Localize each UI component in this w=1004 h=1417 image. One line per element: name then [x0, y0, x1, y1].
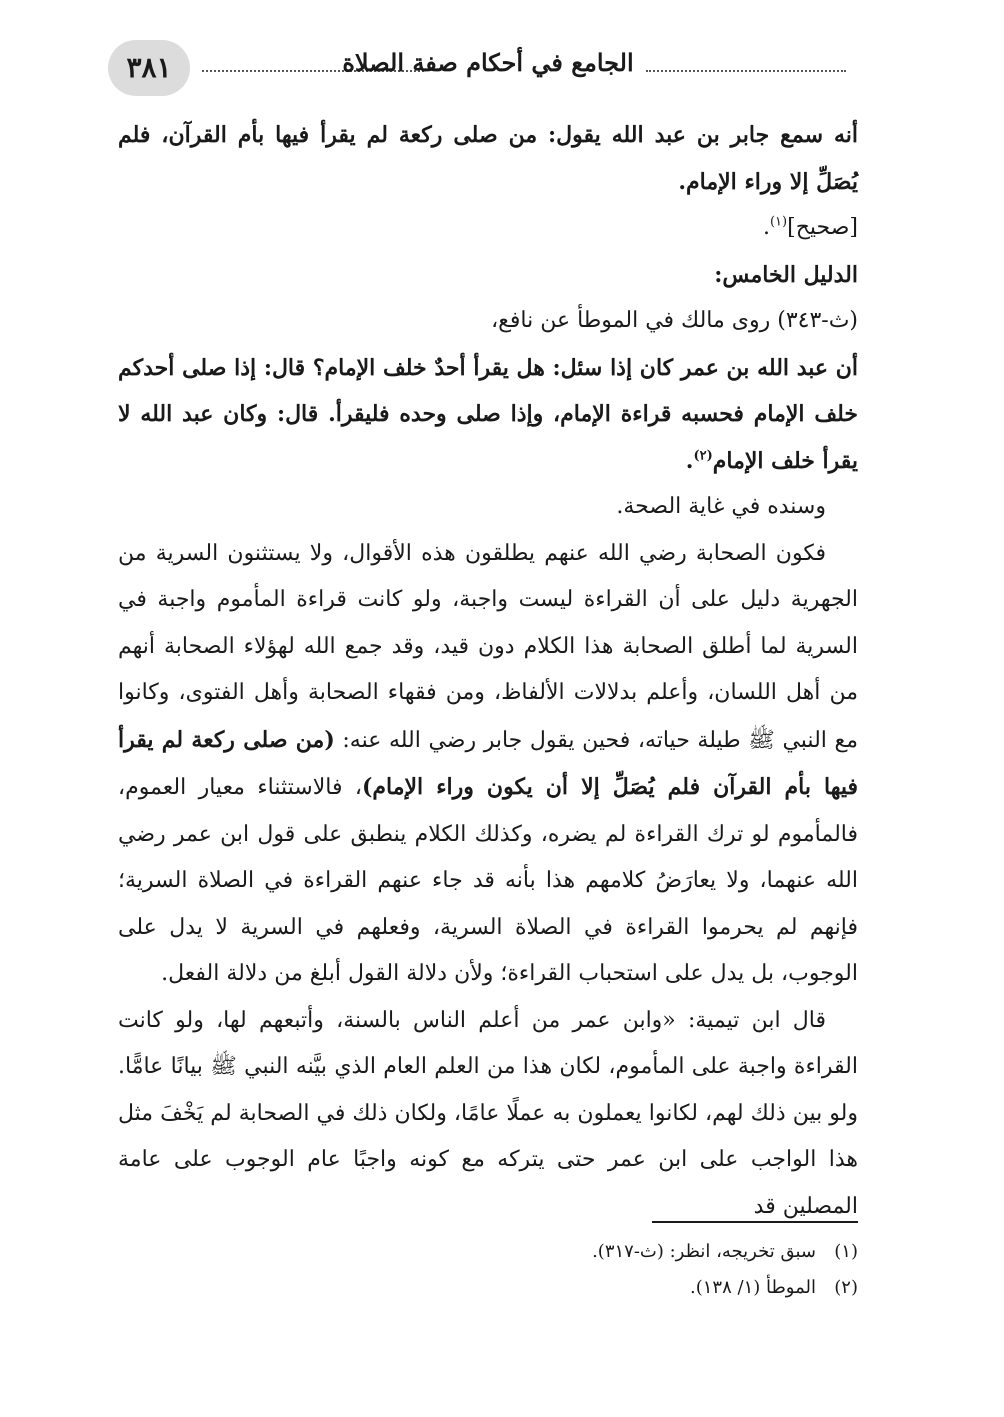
- header-dot-leader-right: [646, 56, 846, 72]
- ibn-taymiyya-paragraph: قال ابن تيمية: «وابن عمر من أعلم الناس بالسنة، وأتبعهم لها، ولو كانت القراءة واجبة على المأموم، لكان هذا من العلم العام الذي بيَّنه النبي ﷺ بيانًا عامًّا. ولو بين ذلك لهم، لكانوا يعملون به عملًا عامًا، ولكان ذلك في الصحابة لم يَخْفَ مثل هذا الواجب على ابن عمر حتى يتركه مع كونه واجبًا عام الوجوب على عامة المصلين قد: [118, 1007, 858, 1219]
- footnote-2-number: (٢): [834, 1277, 858, 1298]
- narration-intro: (ث-٣٤٣) روى مالك في الموطأ عن نافع،: [491, 308, 858, 333]
- running-header: [108, 40, 846, 96]
- main-text: [118, 112, 858, 1230]
- footnote-1-number: (١): [834, 1241, 858, 1262]
- sanad-note: وسنده في غاية الصحة.: [616, 494, 826, 519]
- grade-line: [118, 205, 858, 252]
- argument-paragraph: [118, 531, 858, 998]
- footnote-ref-1[interactable]: (١): [769, 214, 788, 230]
- section-heading: الدليل الخامس:: [714, 261, 858, 288]
- footnote-2: [118, 1270, 858, 1306]
- running-title: الجامع في أحكام صفة الصلاة: [342, 48, 634, 77]
- argument-text-1: فكون الصحابة رضي الله عنهم يطلقون هذه الأقوال، ولا يستثنون السرية من الجهرية دليل على أن القراءة ليست واجبة، ولو كانت قراءة المأموم واجبة في السرية لما أطلق الصحابة هذا الكلام دون قيد، وقد جمع الله لهؤلاء الصحابة أنهم من أهل اللسان، وأعلم بدلالات الألفاظ، ومن فقهاء الصحابة وأهل الفتوى، وكانوا مع النبي ﷺ طيلة حياته، فحين يقول جابر رضي الله عنه:: [118, 540, 858, 753]
- argument-text-2: ، فالاستثناء معيار العموم، فالمأموم لو ترك القراءة لم يضره، وكذلك الكلام ينطبق على قول ابن عمر رضي الله عنهما، ولا يعارَضُ كلامهم هذا بأنه قد جاء عنهم القراءة في الصلاة السرية؛ فإنهم لم يحرموا القراءة في الصلاة السرية، وفعلهم في السرية لا يدل على الوجوب، بل يدل على استحباب القراءة؛ ولأن دلالة القول أبلغ من دلالة الفعل.: [118, 775, 858, 986]
- footnotes: [118, 1234, 858, 1306]
- quote-ibn-umar: [118, 345, 858, 485]
- page-number: ٣٨١: [108, 40, 190, 96]
- quote-jabir: أنه سمع جابر بن عبد الله يقول: من صلى ركعة لم يقرأ فيها بأم القرآن، فلم يُصَلِّ إلا وراء الإمام.: [118, 122, 858, 195]
- grade-text: [صحيح]: [787, 215, 858, 240]
- footnote-ref-2[interactable]: (٢): [693, 448, 713, 464]
- footnote-1: [118, 1234, 858, 1270]
- footnote-2-text: الموطأ (١/ ١٣٨).: [690, 1277, 816, 1298]
- grade-period: .: [762, 215, 770, 240]
- footnote-1-text: سبق تخريجه، انظر: (ث-٣١٧).: [592, 1241, 816, 1262]
- quote-period: .: [685, 447, 694, 474]
- quote-ibn-umar-text: أن عبد الله بن عمر كان إذا سئل: هل يقرأ أحدٌ خلف الإمام؟ قال: إذا صلى أحدكم خلف الإمام فحسبه قراءة الإمام، وإذا صلى وحده فليقرأ. قال: وكان عبد الله لا يقرأ خلف الإمام: [118, 354, 858, 474]
- argument-quote: (من صلى ركعة لم يقرأ فيها بأم القرآن فلم يُصَلِّ إلا أن يكون وراء الإمام): [118, 726, 859, 800]
- footnote-separator: [652, 1221, 858, 1223]
